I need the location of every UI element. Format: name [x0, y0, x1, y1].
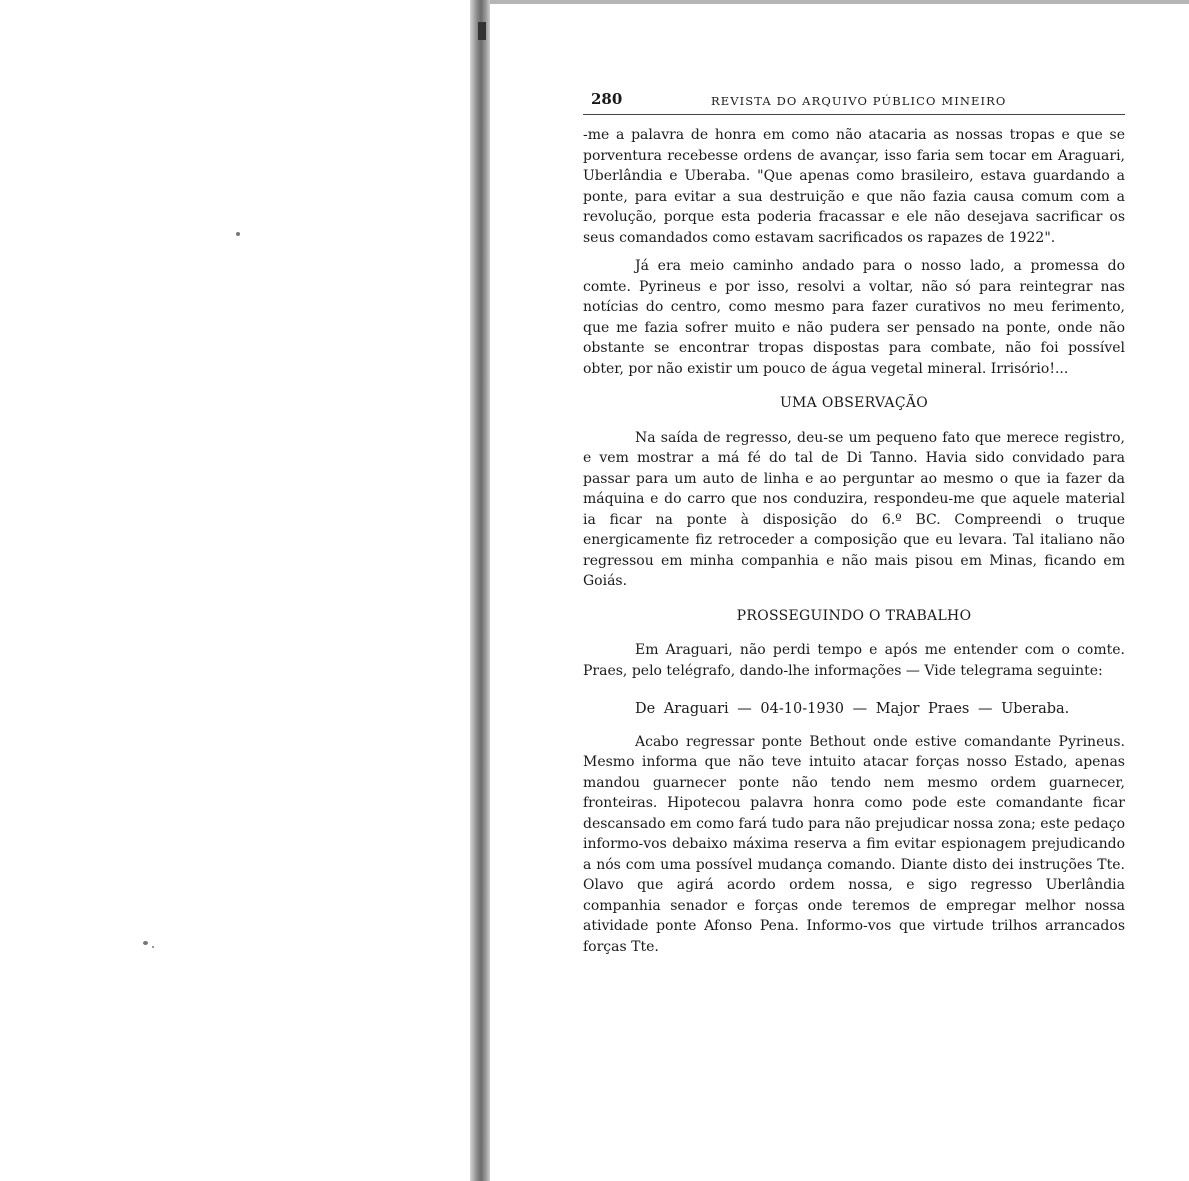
paragraph-4: Em Araguari, não perdi tempo e após me entender com o comte. Praes, pelo telégrafo, dando-lhe informações — Vide telegrama seguinte: — [583, 642, 1125, 679]
paragraph-1: -me a palavra de honra em como não atacaria as nossas tropas e que se porventura recebesse ordens de avançar, isso faria sem tocar em Araguari, Uberlândia e Uberaba. "Que apenas como brasileiro, estava guardando a ponte, para evitar a sua destruição e que não fazia causa comum com a revolução, porque esta poderia fracassar e ele não desejava sacrificar os seus comandados como estavam sacrificados os rapazes de 1922". — [583, 127, 1125, 246]
scan-speck — [152, 946, 154, 948]
facing-blank-page — [0, 0, 470, 1181]
binding-mark — [478, 22, 486, 40]
printed-page — [583, 88, 1125, 957]
section-heading-prosseguindo: PROSSEGUINDO O TRABALHO — [736, 607, 972, 624]
journal-title: REVISTA DO ARQUIVO PÚBLICO MINEIRO — [711, 94, 1007, 108]
scan-speck — [143, 941, 148, 945]
section-heading-observacao: UMA OBSERVAÇÃO — [779, 395, 929, 411]
paragraph-5: Acabo regressar ponte Bethout onde estive comandante Pyrineus. Mesmo informa que não teve intuito atacar forças nosso Estado, apenas mandou guarnecer ponte não tendo nem mesmo ordem guarnecer, fronteiras. Hipotecou palavra honra como pode este comandante ficar descansado em como fará tudo para não prejudicar nossa zona; este pedaço informo-vos debaixo máxima reserva a fim evitar espionagem prejudicando a nós com uma possível mudança comando. Diante disto dei instruções Tte. Olavo que agirá acordo ordem nossa, e sigo regresso Uberlândia companhia senador e forças onde teremos de empregar melhor nossa atividade ponte Afonso Pena. Informo-vos que virtude trilhos arrancados forças Tte. — [583, 733, 1125, 955]
scan-speck — [236, 232, 240, 236]
paragraph-3: Na saída de regresso, deu-se um pequeno fato que merece registro, e vem mostrar a má fé do tal de Di Tanno. Havia sido convidado para passar para um auto de linha e ao perguntar ao mesmo o que ia fazer da máquina e do carro que nos conduzira, respondeu-me que aquele material ia ficar na ponte à disposição do 6.º BC. Compreendi o truque energicamente fiz retroceder a composição que eu levara. Tal italiano não regressou em minha companhia e não mais pisou em Minas, ficando em Goiás. — [583, 429, 1125, 589]
body-text — [583, 125, 1125, 957]
telegram-header: De Araguari — 04-10-1930 — Major Praes — Uberaba. — [635, 701, 1070, 717]
book-gutter — [470, 0, 490, 1181]
running-head — [583, 88, 1125, 115]
page-top-edge — [490, 0, 1189, 4]
paragraph-2: Já era meio caminho andado para o nosso lado, a promessa do comte. Pyrineus e por isso, resolvi a voltar, não só para reintegrar nas notícias do centro, como mesmo para fazer curativos no meu ferimento, que me fazia sofrer muito e não pudera ser pensado na ponte, onde não obstante se encontrar tropas dispostas para combate, não foi possível obter, por não existir um pouco de água vegetal mineral. Irrisório!... — [583, 258, 1125, 377]
page-number: 280 — [591, 90, 623, 108]
